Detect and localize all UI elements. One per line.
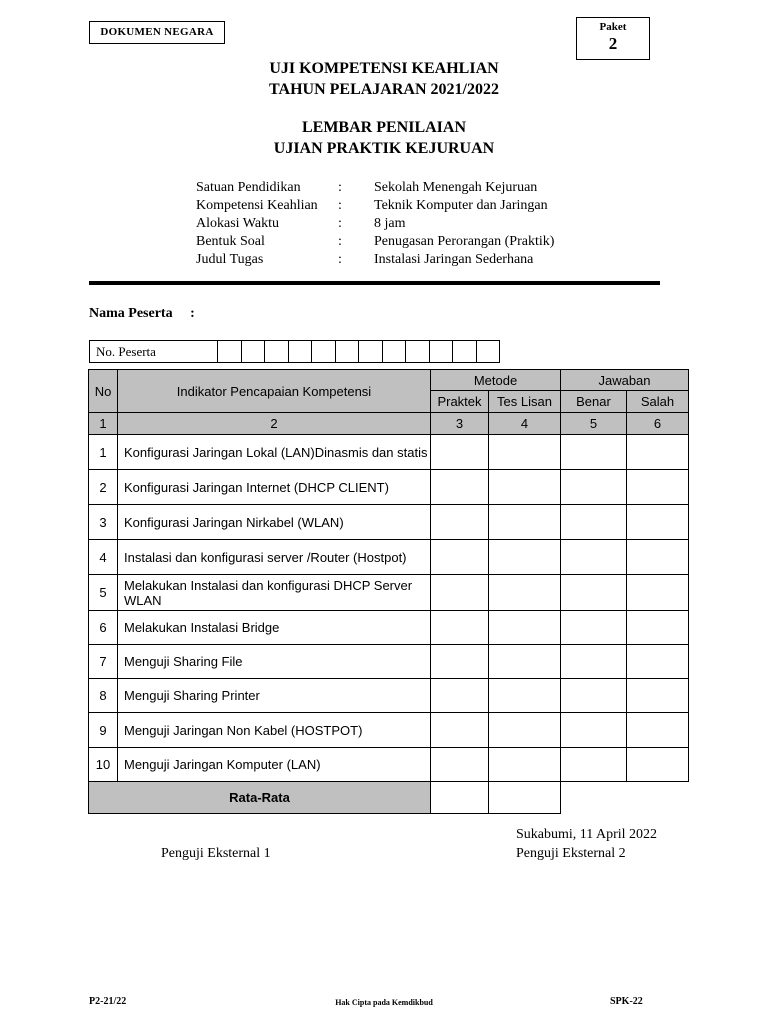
info-separator: : xyxy=(338,198,342,213)
participant-number-box[interactable] xyxy=(335,341,359,363)
info-label: Judul Tugas xyxy=(196,252,264,267)
table-row xyxy=(89,435,689,470)
info-value: 8 jam xyxy=(374,216,406,231)
participant-number-box[interactable] xyxy=(429,341,453,363)
cell-practice[interactable] xyxy=(431,713,489,748)
cell-wrong[interactable] xyxy=(627,645,689,679)
document-classification-stamp: DOKUMEN NEGARA xyxy=(89,21,225,44)
participant-number-box[interactable] xyxy=(476,341,500,363)
row-indicator: Menguji Jaringan Komputer (LAN) xyxy=(118,748,431,782)
cell-practice[interactable] xyxy=(431,645,489,679)
header-wrong: Salah xyxy=(627,391,689,413)
cell-oral-test[interactable] xyxy=(489,435,561,470)
row-indicator: Menguji Jaringan Non Kabel (HOSTPOT) xyxy=(118,713,431,748)
row-indicator: Konfigurasi Jaringan Internet (DHCP CLIENT) xyxy=(118,470,431,505)
info-separator: : xyxy=(338,216,342,231)
cell-correct[interactable] xyxy=(561,713,627,748)
cell-correct[interactable] xyxy=(561,435,627,470)
info-value: Penugasan Perorangan (Praktik) xyxy=(374,234,555,249)
table-row xyxy=(89,575,689,611)
row-number: 9 xyxy=(89,713,118,748)
info-label: Kompetensi Keahlian xyxy=(196,198,318,213)
cell-wrong[interactable] xyxy=(627,435,689,470)
info-value: Instalasi Jaringan Sederhana xyxy=(374,252,534,267)
exam-year: TAHUN PELAJARAN 2021/2022 xyxy=(269,81,499,98)
participant-number-label: No. Peserta xyxy=(90,341,218,363)
cell-wrong[interactable] xyxy=(627,540,689,575)
row-number: 10 xyxy=(89,748,118,782)
cell-correct[interactable] xyxy=(561,540,627,575)
row-indicator: Melakukan Instalasi Bridge xyxy=(118,611,431,645)
cell-oral-test[interactable] xyxy=(489,748,561,782)
empty-cell xyxy=(561,782,627,814)
cell-wrong[interactable] xyxy=(627,575,689,611)
row-indicator: Konfigurasi Jaringan Lokal (LAN)Dinasmis dan statis xyxy=(118,435,431,470)
table-row xyxy=(89,505,689,540)
cell-oral-test[interactable] xyxy=(489,505,561,540)
info-separator: : xyxy=(338,234,342,249)
info-label: Alokasi Waktu xyxy=(196,216,279,231)
divider-rule xyxy=(89,281,660,285)
cell-oral-test[interactable] xyxy=(489,611,561,645)
participant-number-box[interactable] xyxy=(218,341,242,363)
row-number: 2 xyxy=(89,470,118,505)
average-oral-test-cell[interactable] xyxy=(489,782,561,814)
cell-practice[interactable] xyxy=(431,505,489,540)
average-label: Rata-Rata xyxy=(89,782,431,814)
cell-oral-test[interactable] xyxy=(489,470,561,505)
cell-wrong[interactable] xyxy=(627,713,689,748)
table-row xyxy=(89,748,689,782)
column-number: 2 xyxy=(118,413,431,435)
info-value: Teknik Komputer dan Jaringan xyxy=(374,198,548,213)
header-oral-test: Tes Lisan xyxy=(489,391,561,413)
cell-correct[interactable] xyxy=(561,505,627,540)
footer-copyright: Hak Cipta pada Kemdikbud xyxy=(335,998,433,1007)
package-number: 2 xyxy=(608,34,618,53)
header-answer: Jawaban xyxy=(561,370,689,391)
cell-oral-test[interactable] xyxy=(489,679,561,713)
row-number: 6 xyxy=(89,611,118,645)
header-no: No xyxy=(89,370,118,413)
header-practice: Praktek xyxy=(431,391,489,413)
table-row xyxy=(89,713,689,748)
participant-number-box[interactable] xyxy=(406,341,430,363)
cell-oral-test[interactable] xyxy=(489,645,561,679)
cell-practice[interactable] xyxy=(431,575,489,611)
participant-name-label: Nama Peserta xyxy=(89,306,173,321)
cell-oral-test[interactable] xyxy=(489,540,561,575)
cell-correct[interactable] xyxy=(561,748,627,782)
row-indicator: Menguji Sharing File xyxy=(118,645,431,679)
cell-practice[interactable] xyxy=(431,679,489,713)
cell-oral-test[interactable] xyxy=(489,713,561,748)
participant-number-box[interactable] xyxy=(312,341,336,363)
column-number: 1 xyxy=(89,413,118,435)
empty-cell xyxy=(627,782,689,814)
header-indicator: Indikator Pencapaian Kompetensi xyxy=(118,370,431,413)
external-examiner-2: Penguji Eksternal 2 xyxy=(516,846,626,861)
cell-practice[interactable] xyxy=(431,748,489,782)
header-method: Metode xyxy=(431,370,561,391)
cell-correct[interactable] xyxy=(561,575,627,611)
exam-title: UJI KOMPETENSI KEAHLIAN xyxy=(269,60,499,77)
assessment-table xyxy=(88,369,689,814)
cell-oral-test[interactable] xyxy=(489,575,561,611)
external-examiner-1: Penguji Eksternal 1 xyxy=(161,846,271,861)
participant-number-grid xyxy=(89,340,500,363)
cell-wrong[interactable] xyxy=(627,748,689,782)
header-correct: Benar xyxy=(561,391,627,413)
sheet-subtitle: UJIAN PRAKTIK KEJURUAN xyxy=(273,140,495,157)
row-indicator: Menguji Sharing Printer xyxy=(118,679,431,713)
participant-name-separator: : xyxy=(190,306,195,321)
row-indicator: Instalasi dan konfigurasi server /Router (Hostpot) xyxy=(118,540,431,575)
info-separator: : xyxy=(338,252,342,267)
info-value: Sekolah Menengah Kejuruan xyxy=(374,180,538,195)
row-number: 1 xyxy=(89,435,118,470)
footer-code-right: SPK-22 xyxy=(610,996,643,1007)
participant-number-box[interactable] xyxy=(453,341,477,363)
column-number: 4 xyxy=(489,413,561,435)
place-date: Sukabumi, 11 April 2022 xyxy=(516,827,658,842)
row-number: 8 xyxy=(89,679,118,713)
table-row xyxy=(89,470,689,505)
participant-number-box[interactable] xyxy=(288,341,312,363)
table-row xyxy=(89,611,689,645)
info-label: Bentuk Soal xyxy=(196,234,265,249)
row-indicator: Konfigurasi Jaringan Nirkabel (WLAN) xyxy=(118,505,431,540)
footer-code-left: P2-21/22 xyxy=(89,996,127,1007)
row-number: 3 xyxy=(89,505,118,540)
row-number: 5 xyxy=(89,575,118,611)
info-label: Satuan Pendidikan xyxy=(196,180,301,195)
participant-number-box[interactable] xyxy=(241,341,265,363)
cell-wrong[interactable] xyxy=(627,679,689,713)
cell-wrong[interactable] xyxy=(627,505,689,540)
row-number: 4 xyxy=(89,540,118,575)
info-separator: : xyxy=(338,180,342,195)
participant-number-box[interactable] xyxy=(359,341,383,363)
column-number: 3 xyxy=(431,413,489,435)
table-row xyxy=(89,645,689,679)
package-box xyxy=(576,17,650,60)
column-number: 6 xyxy=(627,413,689,435)
cell-practice[interactable] xyxy=(431,435,489,470)
table-row xyxy=(89,540,689,575)
participant-number-box[interactable] xyxy=(382,341,406,363)
cell-practice[interactable] xyxy=(431,470,489,505)
participant-number-box[interactable] xyxy=(265,341,289,363)
cell-practice[interactable] xyxy=(431,540,489,575)
column-number: 5 xyxy=(561,413,627,435)
cell-practice[interactable] xyxy=(431,611,489,645)
package-label: Paket xyxy=(599,21,627,33)
row-number: 7 xyxy=(89,645,118,679)
cell-wrong[interactable] xyxy=(627,611,689,645)
table-row xyxy=(89,679,689,713)
cell-correct[interactable] xyxy=(561,611,627,645)
average-practice-cell[interactable] xyxy=(431,782,489,814)
cell-wrong[interactable] xyxy=(627,470,689,505)
cell-correct[interactable] xyxy=(561,645,627,679)
sheet-title: LEMBAR PENILAIAN xyxy=(301,119,466,136)
cell-correct[interactable] xyxy=(561,470,627,505)
cell-correct[interactable] xyxy=(561,679,627,713)
average-row xyxy=(89,782,689,814)
participant-name-field[interactable] xyxy=(89,306,195,322)
row-indicator: Melakukan Instalasi dan konfigurasi DHCP Server WLAN xyxy=(118,575,431,611)
